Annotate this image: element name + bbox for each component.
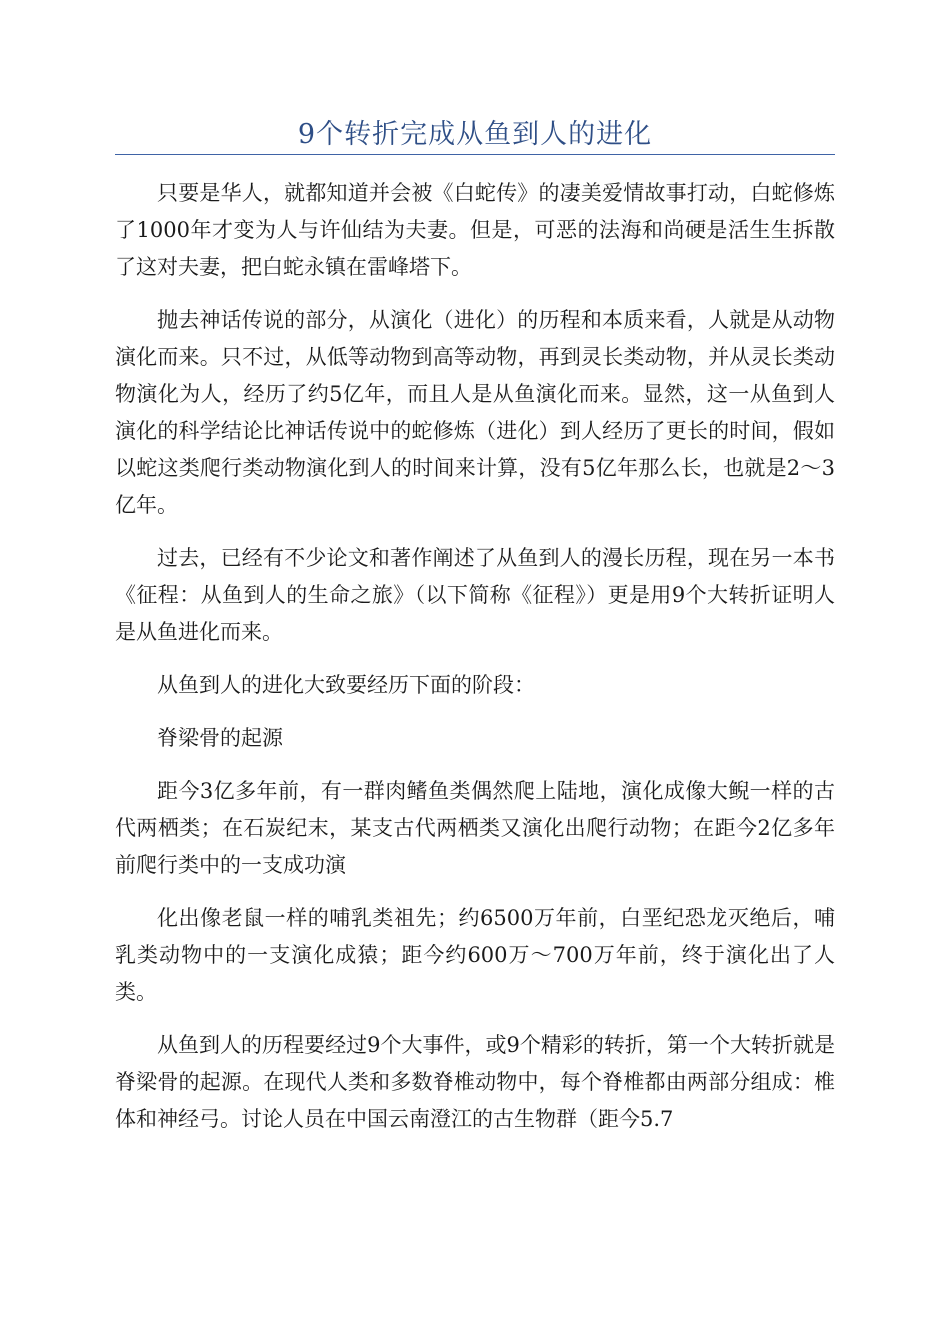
paragraph-evolution-overview: 抛去神话传说的部分，从演化（进化）的历程和本质来看，人就是从动物演化而来。只不过，从低等动物到高等动物，再到灵长类动物，并从灵长类动物演化为人，经历了约5亿年，而且人是从鱼演化而来。显然，这一从鱼到人演化的科学结论比神话传说中的蛇修炼（进化）到人经历了更长的时间，假如以蛇这类爬行类动物演化到人的时间来计算，没有5亿年那么长，也就是2～3亿年。 (115, 308, 835, 517)
title-underline (115, 154, 835, 155)
document-body (115, 175, 835, 1138)
paragraph-timeline-part1: 距今3亿多年前，有一群肉鳍鱼类偶然爬上陆地，演化成像大鲵一样的古代两栖类；在石炭纪末，某支古代两栖类又演化出爬行动物；在距今2亿多年前爬行类中的一支成功演 (115, 779, 835, 877)
section-heading-spine-origin: 脊梁骨的起源 (157, 726, 283, 750)
document-title: 9个转折完成从鱼到人的进化 (297, 119, 653, 150)
paragraph-white-snake: 只要是华人，就都知道并会被《白蛇传》的凄美爱情故事打动，白蛇修炼了1000年才变为人与许仙结为夫妻。但是，可恶的法海和尚硬是活生生拆散了这对夫妻，把白蛇永镇在雷峰塔下。 (115, 181, 835, 279)
paragraph-nine-turning-points: 从鱼到人的历程要经过9个大事件，或9个精彩的转折，第一个大转折就是脊梁骨的起源。在现代人类和多数脊椎动物中，每个脊椎都由两部分组成：椎体和神经弓。讨论人员在中国云南澄江的古生物群（距今5.7 (115, 1033, 835, 1131)
paragraph-book-intro: 过去，已经有不少论文和著作阐述了从鱼到人的漫长历程，现在另一本书《征程：从鱼到人的生命之旅》（以下简称《征程》）更是用9个大转折证明人是从鱼进化而来。 (115, 546, 835, 644)
paragraph-stages-intro: 从鱼到人的进化大致要经历下面的阶段： (157, 673, 535, 697)
paragraph-timeline-part2: 化出像老鼠一样的哺乳类祖先；约6500万年前，白垩纪恐龙灭绝后，哺乳类动物中的一支演化成猿；距今约600万～700万年前，终于演化出了人类。 (115, 906, 835, 1004)
